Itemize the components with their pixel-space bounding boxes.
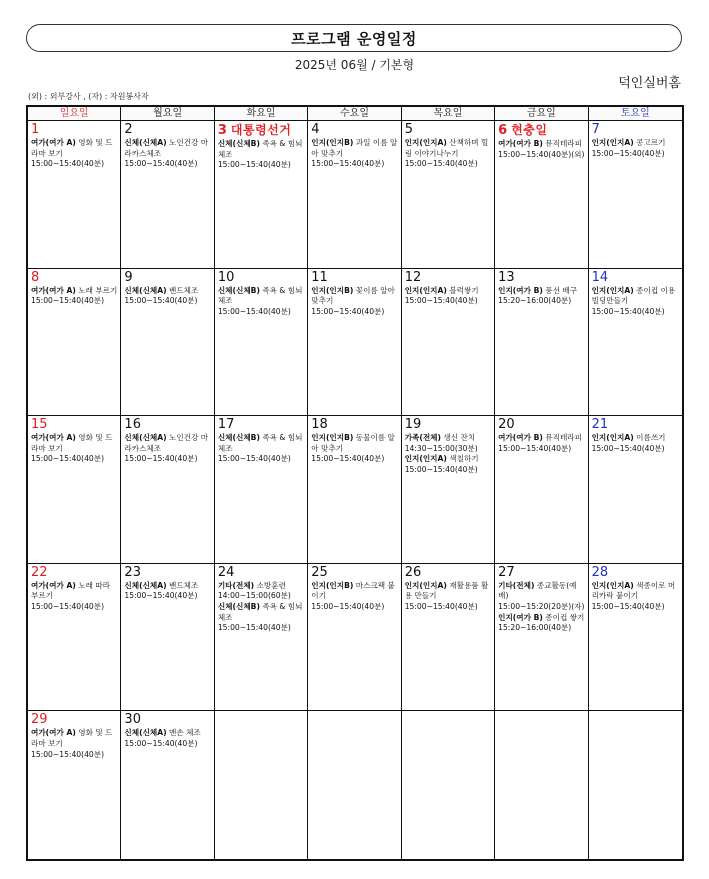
event-name: 노인건강 마라카스체조	[124, 138, 209, 158]
day-cell	[121, 711, 214, 859]
event-category: 인지(인지A)	[404, 138, 447, 147]
event-time: 15:00~15:20(20분)(자)	[498, 601, 585, 611]
day-number: 27	[498, 564, 515, 580]
event-time: 15:00~15:40(40분)	[311, 601, 385, 611]
day-number: 30	[124, 712, 141, 728]
schedule-subtitle: 2025년 06월 / 기본형	[294, 58, 415, 72]
day-number: 7	[591, 122, 600, 137]
event-name: 뮤직테라피	[545, 139, 582, 148]
event-category: 신체(신체B)	[217, 139, 260, 148]
day-cell	[121, 269, 214, 417]
day-number: 24	[217, 564, 235, 580]
event-category: 인지(인지A)	[404, 580, 447, 590]
day-cell	[215, 564, 308, 712]
day-cell	[308, 564, 401, 712]
program-event	[405, 581, 491, 613]
day-number: 10	[217, 269, 235, 285]
event-name: 꽃이름 알아 맞추기	[311, 285, 395, 306]
program-event	[498, 433, 584, 454]
program-event	[405, 286, 491, 307]
program-event	[498, 286, 584, 307]
event-time: 15:00~15:40(40분)	[404, 601, 478, 611]
program-event	[498, 139, 584, 160]
day-header	[124, 418, 210, 432]
day-header	[498, 123, 584, 138]
day-header	[311, 123, 397, 137]
event-time: 15:00~15:40(40분)	[124, 296, 198, 306]
event-name: 노인건강 마라카스체조	[124, 433, 209, 453]
event-category: 신체(신체A)	[124, 433, 167, 443]
event-category: 신체(신체B)	[217, 601, 260, 611]
event-name: 생신 잔치	[443, 433, 476, 443]
day-cell	[28, 269, 121, 417]
weekday-sunday: 일요일	[28, 107, 121, 121]
event-time: 15:20~16:00(40분)	[498, 296, 572, 306]
event-category: 인지(인지A)	[591, 138, 634, 147]
day-cell	[495, 269, 588, 417]
day-cell	[28, 564, 121, 712]
event-category: 가족(전체)	[404, 433, 441, 443]
day-number: 16	[124, 417, 141, 433]
day-header	[124, 123, 210, 137]
empty-day-cell	[308, 711, 401, 859]
program-event	[218, 433, 304, 465]
day-cell	[28, 121, 121, 269]
program-event	[218, 286, 304, 318]
weekday-saturday: 토요일	[589, 107, 682, 121]
weekday-monday: 월요일	[121, 107, 214, 121]
event-time: 15:00~15:40(40분)	[124, 591, 198, 601]
event-category: 인지(인지A)	[404, 285, 447, 295]
day-cell	[495, 564, 588, 712]
day-header	[31, 418, 117, 432]
day-cell	[28, 416, 121, 564]
weekday-wednesday: 수요일	[308, 107, 401, 121]
event-name: 색칠하기	[449, 454, 479, 464]
event-category: 인지(인지A)	[591, 580, 634, 590]
page-title: 프로그램 운영일정	[291, 29, 417, 48]
event-category: 여가(여가 A)	[31, 285, 76, 295]
program-event	[124, 728, 210, 749]
weekday-friday: 금요일	[495, 107, 588, 121]
day-number: 15	[31, 417, 48, 433]
day-cell	[28, 711, 121, 859]
event-name: 마스크팩 붙이기	[311, 580, 395, 601]
day-header	[218, 123, 304, 138]
event-name: 족욕 & 힘뇌체조	[217, 601, 303, 622]
event-category: 인지(인지B)	[311, 433, 354, 443]
event-time: 15:00~15:40(40분)	[311, 454, 385, 464]
day-header	[592, 566, 679, 580]
program-event	[311, 138, 397, 170]
day-header	[498, 418, 584, 432]
event-category: 여가(여가 B)	[498, 433, 543, 443]
day-cell	[121, 564, 214, 712]
day-cell	[589, 269, 682, 417]
event-category: 여가(여가 A)	[31, 138, 76, 147]
event-category: 신체(신체A)	[124, 728, 167, 738]
event-time: 15:00~15:40(40분)	[31, 601, 105, 611]
program-event	[31, 138, 117, 170]
day-header	[218, 566, 304, 580]
program-event	[218, 581, 304, 602]
event-category: 기타(전체)	[217, 580, 255, 590]
day-number: 26	[404, 564, 422, 580]
program-event	[405, 454, 491, 475]
event-time: 15:00~15:40(40분)	[217, 306, 291, 316]
event-name: 족욕 & 힘뇌체조	[217, 139, 303, 159]
event-time: 15:00~15:40(40분)	[31, 749, 105, 759]
program-event	[498, 613, 584, 634]
event-category: 인지(인지A)	[404, 454, 447, 464]
event-category: 여가(여가 A)	[31, 580, 76, 590]
day-cell	[121, 416, 214, 564]
day-number: 22	[31, 564, 48, 580]
day-cell	[308, 269, 401, 417]
event-time: 15:00~15:40(40분)(외)	[498, 149, 585, 159]
event-category: 신체(신체A)	[124, 138, 167, 147]
day-number: 11	[311, 269, 328, 285]
day-cell	[495, 416, 588, 564]
event-name: 콩고르기	[636, 138, 666, 147]
event-name: 영화 및 드라마 보기	[31, 138, 113, 158]
event-category: 인지(여가 B)	[498, 285, 543, 295]
event-time: 15:00~15:40(40분)	[217, 454, 291, 464]
event-category: 인지(여가 B)	[498, 612, 543, 622]
day-header	[218, 271, 304, 285]
program-event	[124, 581, 210, 602]
event-name: 밴드체조	[169, 285, 199, 295]
event-time: 15:00~15:40(40분)	[217, 160, 291, 170]
day-number: 12	[404, 269, 422, 285]
day-number: 23	[124, 564, 141, 580]
day-number: 19	[404, 417, 422, 433]
event-time: 15:00~15:40(40분)	[217, 623, 291, 633]
day-header	[311, 271, 397, 285]
day-header	[498, 566, 584, 580]
event-time: 15:00~15:40(40분)	[498, 443, 572, 453]
day-cell	[402, 269, 495, 417]
holiday-label: 대통령선거	[230, 123, 292, 137]
program-event	[405, 138, 491, 170]
day-header	[405, 418, 491, 432]
day-header	[31, 566, 117, 580]
event-name: 종교활동(예배)	[498, 580, 577, 601]
program-event	[31, 581, 117, 613]
day-number: 25	[311, 564, 328, 580]
event-name: 색종이로 머리카락 붙이기	[591, 580, 676, 601]
day-header	[218, 418, 304, 432]
day-number: 13	[498, 269, 515, 285]
event-name: 동물이름 알아 맞추기	[311, 433, 395, 453]
day-header	[592, 271, 679, 285]
day-header	[31, 271, 117, 285]
day-cell	[308, 416, 401, 564]
event-name: 소방훈련	[256, 580, 286, 590]
event-time: 15:00~15:40(40분)	[404, 296, 478, 306]
event-category: 신체(신체B)	[217, 285, 260, 295]
event-name: 산책하며 힐링 이야기나누기	[404, 138, 489, 158]
event-name: 재활용품 활용 만들기	[404, 580, 489, 601]
day-header	[405, 566, 491, 580]
day-number: 14	[591, 269, 609, 285]
event-time: 15:00~15:40(40분)	[404, 159, 478, 169]
event-time: 15:00~15:40(40분)	[124, 159, 198, 169]
program-event	[311, 581, 397, 613]
day-number: 17	[217, 417, 235, 433]
day-cell	[589, 416, 682, 564]
legend-note: (외) : 외부강사 , (자) : 자원봉사자	[28, 92, 149, 101]
day-cell	[402, 564, 495, 712]
day-cell	[402, 121, 495, 269]
program-event	[592, 286, 679, 318]
event-category: 인지(인지B)	[311, 285, 354, 295]
day-number: 20	[498, 417, 515, 433]
day-header	[31, 123, 117, 137]
day-header	[124, 271, 210, 285]
program-event	[218, 139, 304, 171]
program-event	[124, 286, 210, 307]
event-time: 15:00~15:40(40분)	[591, 306, 665, 316]
day-header	[498, 271, 584, 285]
day-header	[31, 713, 117, 727]
event-name: 뮤직테라피	[545, 433, 582, 443]
schedule-title-box	[26, 24, 682, 52]
program-event	[124, 138, 210, 170]
event-name: 맨손 체조	[169, 728, 201, 738]
event-category: 신체(신체B)	[217, 433, 260, 443]
day-header	[311, 566, 397, 580]
day-header	[592, 418, 679, 432]
day-cell	[215, 121, 308, 269]
event-category: 신체(신체A)	[124, 285, 167, 295]
empty-day-cell	[589, 711, 682, 859]
day-cell	[589, 564, 682, 712]
center-name: 덕인실버홈	[618, 76, 681, 91]
weekday-thursday: 목요일	[402, 107, 495, 121]
day-number: 5	[404, 122, 413, 137]
program-event	[592, 138, 679, 159]
event-time: 15:00~15:40(40분)	[311, 306, 385, 316]
program-event	[311, 433, 397, 465]
day-number: 6	[498, 123, 508, 138]
empty-day-cell	[495, 711, 588, 859]
event-time: 15:00~15:40(40분)	[31, 159, 105, 169]
event-time: 15:00~15:40(40분)	[311, 159, 385, 169]
event-name: 풍선 배구	[545, 285, 578, 295]
program-event	[592, 433, 679, 454]
day-number: 2	[124, 122, 133, 137]
event-time: 14:00~15:00(60분)	[217, 591, 291, 601]
program-event	[124, 433, 210, 465]
day-header	[311, 418, 397, 432]
day-number: 4	[311, 122, 320, 137]
event-category: 여가(여가 B)	[498, 139, 543, 148]
event-name: 영화 및 드라마 보기	[31, 728, 113, 748]
event-name: 노래 부르기	[78, 285, 118, 295]
day-number: 18	[311, 417, 328, 433]
event-name: 이름쓰기	[636, 433, 666, 443]
day-number: 28	[591, 564, 609, 580]
day-cell	[308, 121, 401, 269]
day-number: 29	[31, 712, 48, 728]
calendar-grid	[26, 105, 684, 861]
empty-day-cell	[215, 711, 308, 859]
program-event	[592, 581, 679, 613]
day-cell	[215, 269, 308, 417]
day-number: 9	[124, 269, 133, 285]
program-event	[498, 581, 584, 613]
event-time: 15:00~15:40(40분)	[591, 601, 665, 611]
program-event	[311, 286, 397, 318]
program-event	[31, 728, 117, 760]
event-name: 과일 이름 알아 맞추기	[311, 138, 398, 158]
day-number: 21	[591, 417, 609, 433]
event-time: 15:20~16:00(40분)	[498, 623, 572, 633]
program-event	[218, 602, 304, 634]
event-name: 족욕 & 힘뇌체조	[217, 433, 303, 453]
day-header	[124, 713, 210, 727]
weekday-tuesday: 화요일	[215, 107, 308, 121]
day-cell	[495, 121, 588, 269]
event-time: 15:00~15:40(40분)	[591, 148, 665, 158]
event-name: 종이컵 쌓기	[545, 612, 585, 622]
event-name: 노래 따라 부르기	[31, 580, 110, 601]
program-event	[31, 286, 117, 307]
program-event	[31, 433, 117, 465]
event-time: 15:00~15:40(40분)	[124, 738, 198, 748]
event-category: 기타(전체)	[498, 580, 535, 590]
event-category: 인지(인지A)	[591, 285, 634, 295]
event-time: 14:30~15:00(30분)	[404, 443, 478, 453]
event-category: 인지(인지B)	[311, 138, 354, 147]
event-time: 15:00~15:40(40분)	[31, 454, 105, 464]
event-name: 블럭쌓기	[449, 285, 479, 295]
event-category: 인지(인지A)	[591, 433, 634, 443]
event-time: 15:00~15:40(40분)	[124, 454, 198, 464]
day-cell	[589, 121, 682, 269]
day-cell	[121, 121, 214, 269]
day-cell	[402, 416, 495, 564]
empty-day-cell	[402, 711, 495, 859]
event-category: 여가(여가 A)	[31, 433, 76, 443]
event-time: 15:00~15:40(40분)	[404, 464, 478, 474]
event-time: 15:00~15:40(40분)	[31, 296, 105, 306]
day-cell	[215, 416, 308, 564]
day-header	[592, 123, 679, 137]
event-name: 밴드체조	[169, 580, 199, 590]
day-header	[124, 566, 210, 580]
day-header	[405, 123, 491, 137]
day-header	[405, 271, 491, 285]
holiday-label: 현충일	[511, 123, 548, 137]
event-name: 종이컵 이용 빌딩만들기	[591, 285, 676, 306]
day-number: 3	[217, 123, 227, 138]
event-category: 여가(여가 A)	[31, 728, 76, 738]
day-number: 1	[31, 122, 40, 137]
event-category: 인지(인지B)	[311, 580, 354, 590]
event-name: 족욕 & 힘뇌체조	[217, 285, 303, 306]
event-category: 신체(신체A)	[124, 580, 167, 590]
event-name: 영화 및 드라마 보기	[31, 433, 113, 453]
event-time: 15:00~15:40(40분)	[591, 443, 665, 453]
day-number: 8	[31, 269, 40, 285]
program-event	[405, 433, 491, 454]
